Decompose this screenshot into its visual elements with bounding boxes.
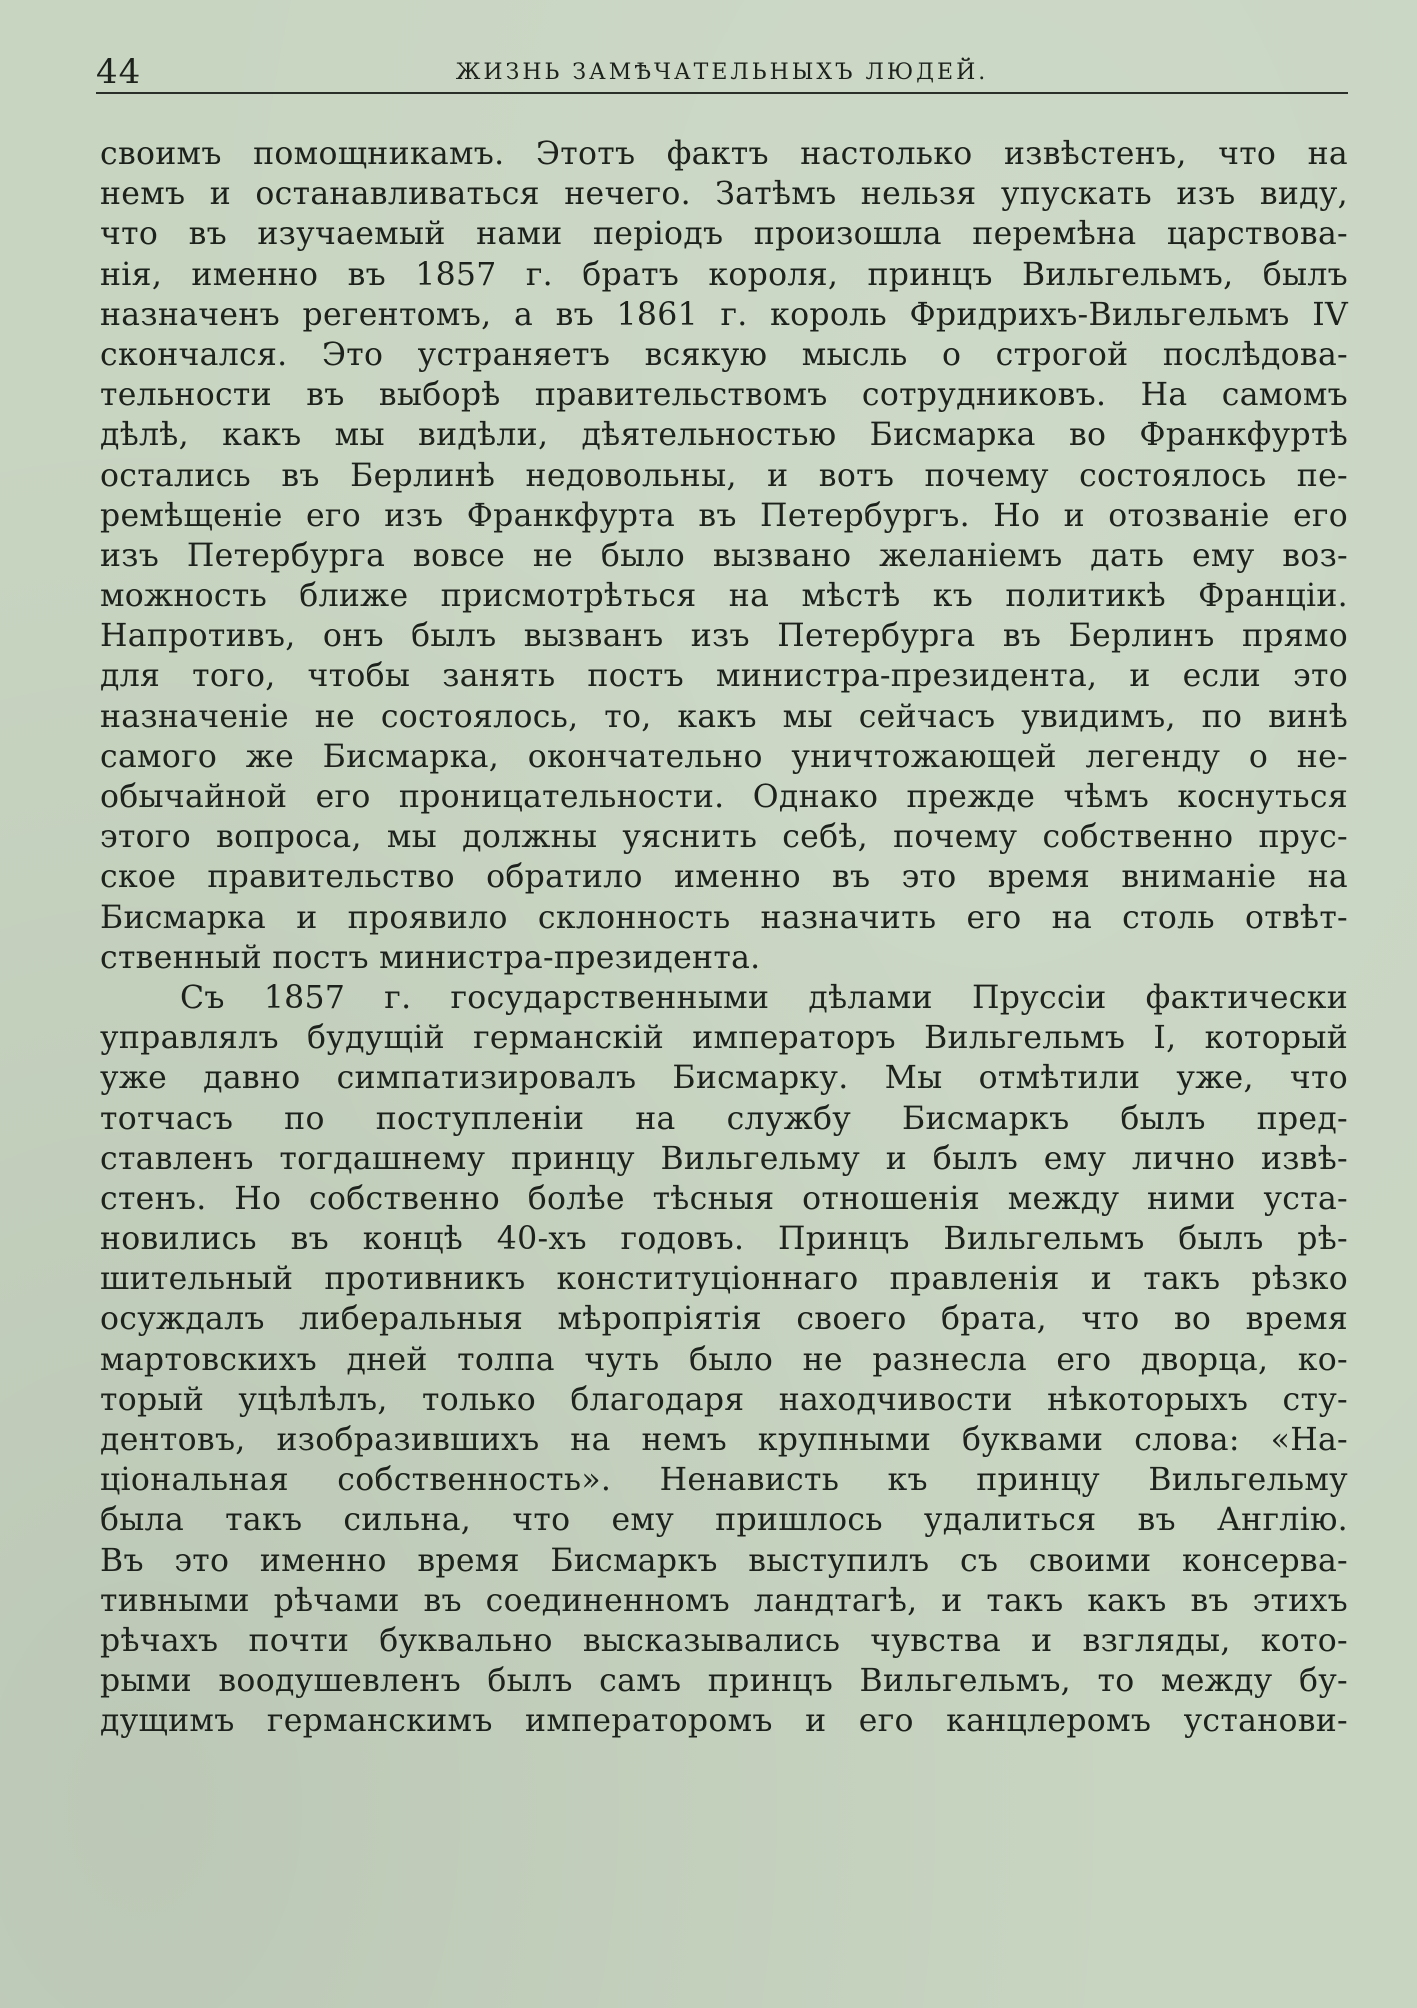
text-line: управлялъ будущій германскій императоръ Вильгельмъ I, который: [100, 1020, 1348, 1057]
text-line: Въ это именно время Бисмаркъ выступилъ съ своими консерва-: [100, 1542, 1348, 1579]
text-line: ремѣщеніе его изъ Франкфурта въ Петербургъ. Но и отозваніе его: [100, 497, 1348, 534]
running-title: ЖИЗНЬ ЗАМѢЧАТЕЛЬНЫХЪ ЛЮДЕЙ.: [455, 60, 989, 85]
text-line: тельности въ выборѣ правительствомъ сотрудниковъ. На самомъ: [100, 377, 1348, 414]
text-line: нія, именно въ 1857 г. братъ короля, принцъ Вильгельмъ, былъ: [100, 256, 1348, 293]
text-line: для того, чтобы занять постъ министра-президента, и если это: [100, 658, 1348, 695]
text-line: дѣлѣ, какъ мы видѣли, дѣятельностью Бисмарка во Франкфуртѣ: [100, 417, 1348, 454]
text-line: назначенъ регентомъ, а въ 1861 г. король Фридрихъ-Вильгельмъ IV: [100, 296, 1348, 333]
text-line: тивными рѣчами въ соединенномъ ландтагѣ, и такъ какъ въ этихъ: [100, 1582, 1348, 1619]
text-line: обычайной его проницательности. Однако прежде чѣмъ коснуться: [100, 779, 1348, 815]
paragraph: [100, 978, 1348, 1742]
text-line: ственный постъ министра-президента.: [100, 939, 761, 976]
text-line: рѣчахъ почти буквально высказывались чувства и взгляды, кото-: [100, 1622, 1348, 1659]
text-line: ставленъ тогдашнему принцу Вильгельму и былъ ему лично извѣ-: [100, 1140, 1348, 1177]
text-line: торый уцѣлѣлъ, только благодаря находчивости нѣкоторыхъ сту-: [100, 1381, 1348, 1418]
text-line: уже давно симпатизировалъ Бисмарку. Мы отмѣтили уже, что: [100, 1060, 1348, 1097]
text-line: Бисмарка и проявило склонность назначить его на столь отвѣт-: [100, 899, 1348, 936]
text-line: мартовскихъ дней толпа чуть было не разнесла его дворца, ко-: [100, 1341, 1348, 1378]
text-line: ское правительство обратило именно въ это время вниманіе на: [100, 859, 1348, 896]
text-line: стенъ. Но собственно болѣе тѣсныя отношенія между ними уста-: [100, 1180, 1348, 1217]
page-header: [96, 52, 1348, 92]
page-number: 44: [96, 52, 142, 92]
text-line: Съ 1857 г. государственными дѣлами Пруссіи фактически: [180, 979, 1348, 1016]
text-line: ціональная собственность». Ненависть къ принцу Вильгельму: [100, 1462, 1348, 1499]
text-line: Напротивъ, онъ былъ вызванъ изъ Петербурга въ Берлинъ прямо: [100, 618, 1348, 655]
header-rule: [96, 92, 1348, 94]
text-line: немъ и останавливаться нечего. Затѣмъ нельзя упускать изъ виду,: [100, 176, 1348, 213]
text-line: дентовъ, изобразившихъ на немъ крупными буквами слова: «На-: [100, 1422, 1348, 1458]
text-line: изъ Петербурга вовсе не было вызвано желаніемъ дать ему воз-: [100, 537, 1348, 574]
text-line: была такъ сильна, что ему пришлось удалиться въ Англію.: [100, 1502, 1348, 1539]
paragraph: [100, 134, 1348, 978]
text-line: скончался. Это устраняетъ всякую мысль о строгой послѣдова-: [100, 336, 1348, 373]
text-line: этого вопроса, мы должны уяснить себѣ, почему собственно прус-: [100, 819, 1348, 856]
body-text: [100, 134, 1348, 1742]
text-line: осуждалъ либеральныя мѣропріятія своего брата, что во время: [100, 1301, 1348, 1338]
text-line: новились въ концѣ 40-хъ годовъ. Принцъ Вильгельмъ былъ рѣ-: [100, 1221, 1348, 1258]
text-line: шительный противникъ конституціоннаго правленія и такъ рѣзко: [100, 1261, 1348, 1298]
text-line: тотчасъ по поступленіи на службу Бисмаркъ былъ пред-: [100, 1100, 1348, 1137]
text-line: рыми воодушевленъ былъ самъ принцъ Вильгельмъ, то между бу-: [100, 1663, 1348, 1700]
text-line: дущимъ германскимъ императоромъ и его канцлеромъ установи-: [100, 1703, 1348, 1740]
text-line: назначеніе не состоялось, то, какъ мы сейчасъ увидимъ, по винѣ: [100, 698, 1348, 735]
text-line: можность ближе присмотрѣться на мѣстѣ къ политикѣ Франціи.: [100, 578, 1348, 615]
text-line: самого же Бисмарка, окончательно уничтожающей легенду о не-: [100, 738, 1348, 775]
text-line: что въ изучаемый нами періодъ произошла перемѣна царствова-: [100, 216, 1348, 253]
text-line: своимъ помощникамъ. Этотъ фактъ настолько извѣстенъ, что на: [100, 136, 1348, 172]
text-line: остались въ Берлинѣ недовольны, и вотъ почему состоялось пе-: [100, 457, 1348, 494]
